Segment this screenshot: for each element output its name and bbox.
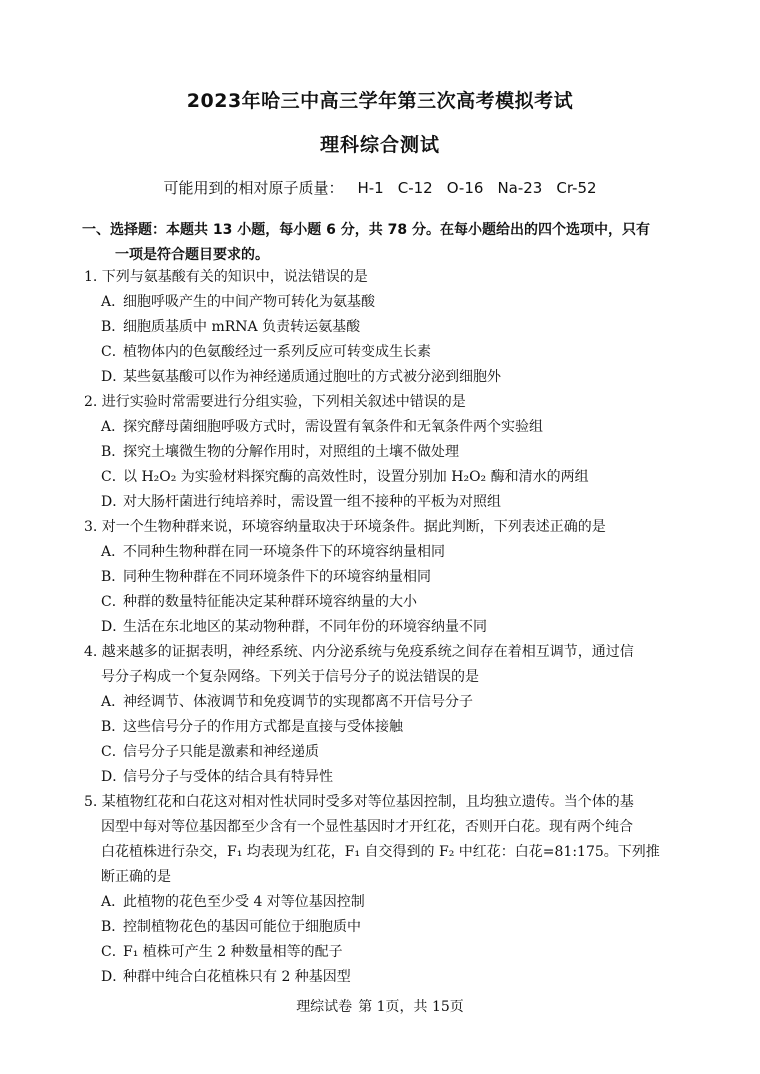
option-key: A． bbox=[101, 894, 126, 910]
option-text: 种群的数量特征能决定某种群环境容纳量的大小 bbox=[123, 594, 417, 610]
option-key: B． bbox=[101, 719, 126, 735]
option-key: C． bbox=[101, 744, 126, 760]
question-1-option-a bbox=[101, 292, 375, 312]
atomic-mass-item: Cr-52 bbox=[556, 179, 597, 197]
question-4-option-c bbox=[101, 742, 319, 762]
atomic-mass-item: C-12 bbox=[397, 179, 433, 197]
option-text: 对大肠杆菌进行纯培养时，需设置一组不接种的平板为对照组 bbox=[123, 494, 501, 510]
atomic-masses-label: 可能用到的相对原子质量： bbox=[163, 179, 344, 197]
option-text: 这些信号分子的作用方式都是直接与受体接触 bbox=[123, 719, 403, 735]
question-3-stem: 3. 对一个生物种群来说，环境容纳量取决于环境条件。据此判断，下列表述正确的是 bbox=[84, 519, 606, 535]
question-5-stem-cont: 断正确的是 bbox=[101, 869, 171, 885]
question-1-option-b bbox=[101, 317, 360, 337]
question-1-stem: 1. 下列与氨基酸有关的知识中，说法错误的是 bbox=[84, 269, 368, 285]
question-1-option-c bbox=[101, 342, 431, 362]
option-text: F₁ 植株可产生 2 种数量相等的配子 bbox=[123, 944, 343, 960]
question-5-stem-cont: 因型中每对等位基因都至少含有一个显性基因时才开红花，否则开白花。现有两个纯合 bbox=[101, 819, 633, 835]
atomic-mass-item: Na-23 bbox=[497, 179, 543, 197]
option-text: 植物体内的色氨酸经过一系列反应可转变成生长素 bbox=[123, 344, 431, 360]
exam-subtitle: 理科综合测试 bbox=[319, 134, 440, 156]
question-5-stem: 5. 某植物红花和白花这对相对性状同时受多对等位基因控制，且均独立遗传。当个体的基 bbox=[84, 794, 634, 810]
question-5-option-c bbox=[101, 942, 343, 962]
question-2-stem: 2. 进行实验时常需要进行分组实验，下列相关叙述中错误的是 bbox=[84, 394, 466, 410]
option-text: 种群中纯合白花植株只有 2 种基因型 bbox=[123, 969, 351, 985]
option-text: 同种生物种群在不同环境条件下的环境容纳量相同 bbox=[123, 569, 431, 585]
option-key: B． bbox=[101, 444, 126, 460]
option-key: C． bbox=[101, 944, 126, 960]
question-5-option-d bbox=[101, 967, 351, 987]
exam-title: 2023年哈三中高三学年第三次高考模拟考试 bbox=[186, 90, 574, 112]
atomic-mass-item: O-16 bbox=[446, 179, 484, 197]
option-key: A． bbox=[101, 694, 126, 710]
option-text: 信号分子与受体的结合具有特异性 bbox=[123, 769, 333, 785]
question-5-option-a bbox=[101, 892, 365, 912]
page-footer bbox=[0, 996, 760, 1016]
option-key: A． bbox=[101, 544, 126, 560]
option-key: D． bbox=[101, 494, 127, 510]
option-key: D． bbox=[101, 969, 127, 985]
section-heading-line: 一项是符合题目要求的。 bbox=[115, 247, 269, 263]
option-text: 控制植物花色的基因可能位于细胞质中 bbox=[123, 919, 361, 935]
option-key: D． bbox=[101, 619, 127, 635]
question-4-option-a bbox=[101, 692, 473, 712]
question-3-option-d bbox=[101, 617, 487, 637]
section-heading-line: 一、选择题：本题共 13 小题，每小题 6 分，共 78 分。在每小题给出的四个选项中，只有 bbox=[82, 222, 650, 238]
option-text: 以 H₂O₂ 为实验材料探究酶的高效性时，设置分别加 H₂O₂ 酶和清水的两组 bbox=[123, 469, 589, 485]
footer-page-number: 第 1页，共 15页 bbox=[358, 999, 464, 1015]
question-3-option-b bbox=[101, 567, 431, 587]
option-key: A． bbox=[101, 294, 126, 310]
option-text: 神经调节、体液调节和免疫调节的实现都离不开信号分子 bbox=[123, 694, 473, 710]
option-key: C． bbox=[101, 344, 126, 360]
question-3-option-c bbox=[101, 592, 417, 612]
option-text: 此植物的花色至少受 4 对等位基因控制 bbox=[123, 894, 365, 910]
option-key: D． bbox=[101, 769, 127, 785]
option-text: 探究土壤微生物的分解作用时，对照组的土壤不做处理 bbox=[123, 444, 459, 460]
option-key: A． bbox=[101, 419, 126, 435]
atomic-mass-item: H-1 bbox=[357, 179, 384, 197]
option-key: B． bbox=[101, 919, 126, 935]
option-key: C． bbox=[101, 594, 126, 610]
option-text: 生活在东北地区的某动物种群，不同年份的环境容纳量不同 bbox=[123, 619, 487, 635]
option-text: 信号分子只能是激素和神经递质 bbox=[123, 744, 319, 760]
option-text: 细胞呼吸产生的中间产物可转化为氨基酸 bbox=[123, 294, 375, 310]
question-1-option-d bbox=[101, 367, 501, 387]
question-4-option-b bbox=[101, 717, 403, 737]
option-key: C． bbox=[101, 469, 126, 485]
option-key: B． bbox=[101, 569, 126, 585]
option-text: 细胞质基质中 mRNA 负责转运氨基酸 bbox=[123, 319, 361, 335]
question-4-stem-cont: 号分子构成一个复杂网络。下列关于信号分子的说法错误的是 bbox=[101, 669, 479, 685]
option-key: D． bbox=[101, 369, 127, 385]
question-5-option-b bbox=[101, 917, 361, 937]
question-2-option-c bbox=[101, 467, 589, 487]
section-heading bbox=[82, 218, 682, 268]
option-text: 某些氨基酸可以作为神经递质通过胞吐的方式被分泌到细胞外 bbox=[123, 369, 501, 385]
question-2-option-d bbox=[101, 492, 501, 512]
question-2-option-b bbox=[101, 442, 459, 462]
option-text: 探究酵母菌细胞呼吸方式时，需设置有氧条件和无氧条件两个实验组 bbox=[123, 419, 543, 435]
question-3-option-a bbox=[101, 542, 445, 562]
question-5-stem-cont: 白花植株进行杂交，F₁ 均表现为红花，F₁ 自交得到的 F₂ 中红花：白花=81:175。下列推 bbox=[101, 844, 660, 860]
option-key: B． bbox=[101, 319, 126, 335]
question-4-stem: 4. 越来越多的证据表明，神经系统、内分泌系统与免疫系统之间存在着相互调节，通过信 bbox=[84, 644, 634, 660]
option-text: 不同种生物种群在同一环境条件下的环境容纳量相同 bbox=[123, 544, 445, 560]
question-2-option-a bbox=[101, 417, 543, 437]
question-4-option-d bbox=[101, 767, 333, 787]
atomic-masses bbox=[0, 177, 760, 198]
footer-paper-name: 理综试卷 bbox=[296, 999, 353, 1015]
